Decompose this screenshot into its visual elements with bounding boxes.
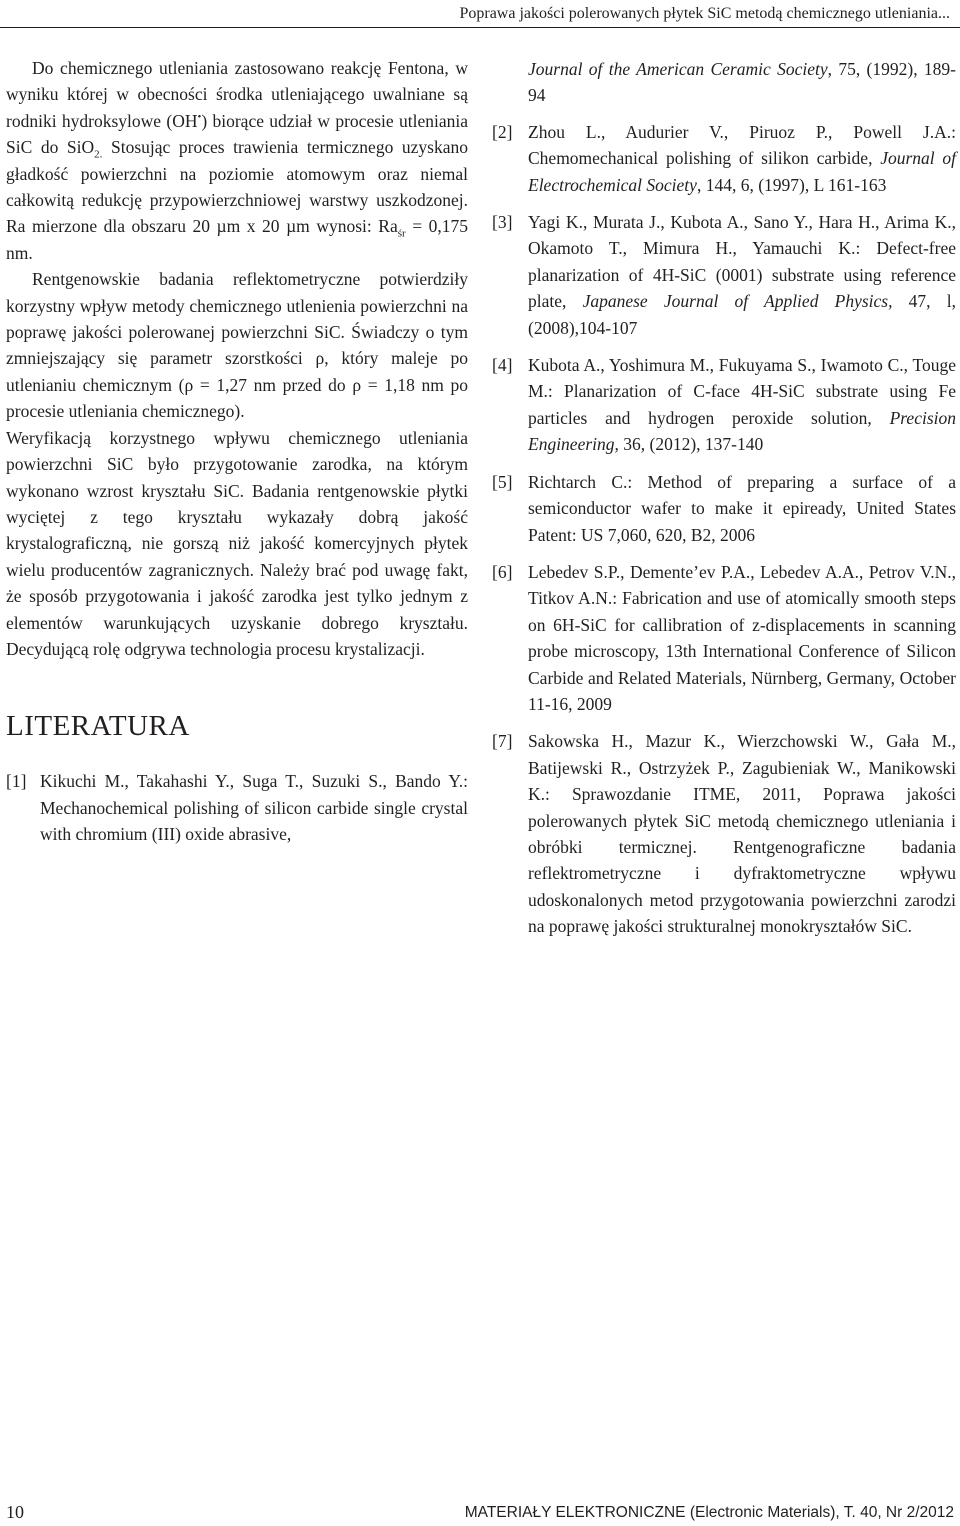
reference-tail: 36, (2012), 137-140 — [618, 434, 764, 455]
reference-tail: 47, l, (2008),104-107 — [528, 291, 956, 338]
p1-text-a: Do chemicznego utleniania zastosowano reakcję Fentona, w wyniku której w obecności środka utleniającego uwalniane są rodniki hydroksylowe (OH — [6, 58, 468, 131]
reference-tail: , 75, (1992), 189-94 — [528, 59, 956, 106]
reference-number: [2] — [492, 121, 513, 142]
p1-text-d: = 0,175 nm. — [6, 216, 468, 263]
reference-number: [4] — [492, 355, 513, 376]
journal-name: Journal of Electrochemical Society — [528, 148, 956, 195]
right-column — [492, 56, 956, 951]
reference-list-left — [6, 768, 468, 847]
journal-name: Journal of the American Ceramic Society — [528, 59, 828, 79]
reference-1-continued — [492, 56, 956, 109]
reference-number: [6] — [492, 561, 513, 582]
reference-authors-title: Kubota A., Yoshimura M., Fukuyama S., Iwamoto C., Touge M.: Planarization of C-face 4H-SiC substrate using Fe particles and hydrogen peroxide solution, — [528, 355, 956, 428]
reference-2 — [492, 119, 956, 198]
p1-text-c: Stosując proces trawienia termicznego uzyskano gładkość powierzchni na poziomie atomowym oraz niemal całkowitą redukcję przypowierzchniowej warstwy uszkodzonej. Ra mierzone dla obszaru 20 µm x 20 µm wynosi: Ra — [6, 137, 469, 237]
reference-text: Richtarch C.: Method of preparing a surface of a semiconductor wafer to make it epiready, United States Patent: US 7,060, 620, B2, 2006 — [528, 471, 956, 545]
p1-text-b: ) biorące udział w procesie utleniania SiC do SiO — [6, 110, 468, 158]
sio2-subscript: 2. — [94, 148, 103, 161]
journal-footer: MATERIAŁY ELEKTRONICZNE (Electronic Materials), T. 40, Nr 2/2012 — [464, 1504, 954, 1521]
body-paragraph-1 — [6, 55, 468, 266]
reference-text: Lebedev S.P., Demente’ev P.A., Lebedev A.A., Petrov V.N., Titkov A.N.: Fabrication and use of atomically smooth steps on 6H-SiC for callibration of z-displacements in scanning probe microscopy, 13th International Conference of Silicon Carbide and Related Materials, Nürnberg, Germany, October 11-16, 2009 — [528, 561, 956, 714]
journal-name: Precision Engineering, — [528, 407, 956, 455]
reference-number: [3] — [492, 212, 513, 233]
header-rule — [0, 27, 960, 28]
reference-text — [528, 209, 956, 341]
ra-subscript: śr — [397, 227, 406, 240]
reference-3 — [492, 209, 956, 341]
left-column — [6, 55, 468, 856]
reference-1 — [6, 768, 468, 847]
reference-number: [1] — [6, 771, 27, 792]
journal-name: Japanese Journal of Applied Physics, — [582, 291, 893, 312]
radical-dot: • — [197, 110, 202, 123]
reference-authors-title: Zhou L., Audurier V., Piruoz P., Powell J.A.: Chemomechanical polishing of silikon carbide, — [528, 121, 956, 169]
reference-number: [7] — [492, 731, 513, 752]
reference-authors-title: Yagi K., Murata J., Kubota A., Sano Y., Hara H., Arima K., Okamoto T., Mimura H., Yamauchi K.: Defect-free planarization of 4H-SiC (0001) substrate using reference plate, — [528, 212, 956, 312]
reference-number: [5] — [492, 471, 513, 492]
running-header: Poprawa jakości polerowanych płytek SiC metodą chemicznego utleniania... — [459, 5, 950, 22]
body-paragraph-2: Rentgenowskie badania reflektometryczne potwierdziły korzystny wpływ metody chemicznego utlenienia powierzchni na poprawę jakości polerowanej powierzchni SiC. Świadczy o tym zmniejszający się parametr szorstkości ρ, który maleje po utlenianiu chemicznym (ρ = 1,27 nm przed do ρ = 1,18 nm po procesie utleniania chemicznego). — [6, 269, 468, 422]
reference-text — [528, 119, 956, 198]
reference-text: Kikuchi M., Takahashi Y., Suga T., Suzuki S., Bando Y.: Mechanochemical polishing of silicon carbide single crystal with chromium (III) oxide abrasive, — [40, 771, 468, 845]
reference-text: Sakowska H., Mazur K., Wierzchowski W., Gała M., Batijewski R., Ostrzyżek P., Zagubieniak W., Manikowski K.: Sprawozdanie ITME, 2011, Poprawa jakości polerowanych płytek SiC metodą chemicznego utleniania i obróbki termicznej. Rentgenograficzne badania reflektrometryczne i dyfraktometryczne wpływu udoskonalonych metod przygotowania powierzchni zarodzi na poprawę jakości strukturalnej monokryształów SiC. — [528, 731, 956, 937]
body-paragraph-3: Weryfikacją korzystnego wpływu chemicznego utleniania powierzchni SiC było przygotowanie zarodka, na którym wykonano wzrost kryształu SiC. Badania rentgenowskie płytki wyciętej z tego kryształu wykazały dobrą jakość krystalograficzną, nie gorszą niż jakość komercyjnych płytek wielu producentów zagranicznych. Należy brać pod uwagę fakt, że sposób przygotowania i jakość zarodka jest tylko jednym z elementów warunkujących uzyskanie dobrego kryształu. Decydującą rolę odgrywa technologia procesu krystalizacji. — [6, 427, 468, 659]
reference-4 — [492, 352, 956, 458]
reference-5 — [492, 469, 956, 548]
reference-tail: , 144, 6, (1997), L 161-163 — [696, 174, 887, 195]
page-number: 10 — [6, 1502, 24, 1522]
reference-6 — [492, 559, 956, 717]
reference-7 — [492, 728, 956, 939]
reference-text — [528, 352, 956, 458]
literature-heading: LITERATURA — [6, 710, 190, 743]
